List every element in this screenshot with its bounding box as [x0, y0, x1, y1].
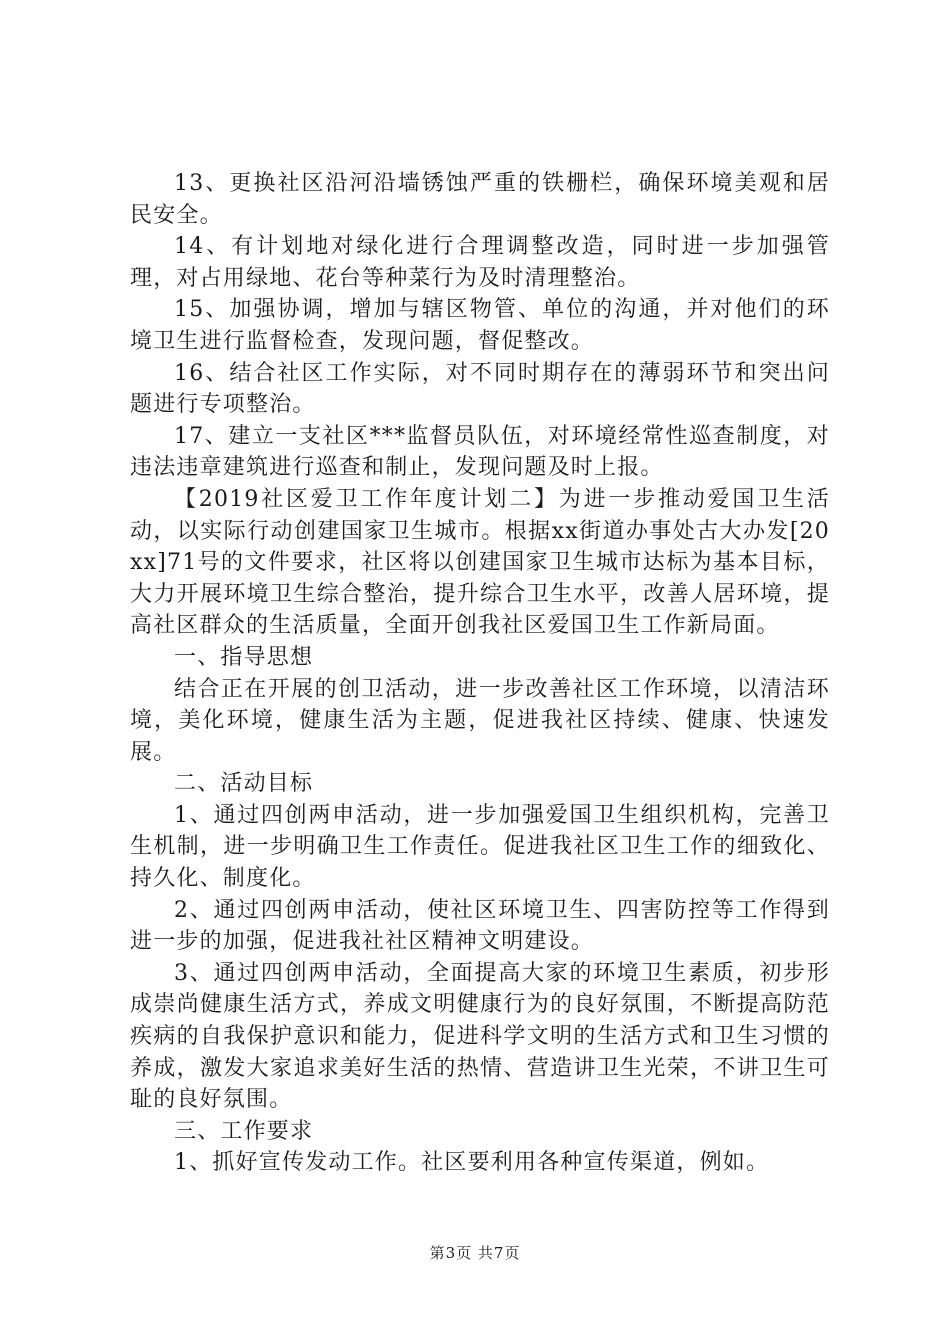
- paragraph-item-14: 14、有计划地对绿化进行合理调整改造，同时进一步加强管理，对占用绿地、花台等种菜行为及时清理整治。: [130, 234, 830, 291]
- section-heading-guiding-thought: 一、指导思想: [174, 644, 314, 670]
- paragraph-goal-2: 2、通过四创两申活动，使社区环境卫生、四害防控等工作得到进一步的加强，促进我社社区精神文明建设。: [130, 897, 830, 955]
- section-heading-work-requirements: 三、工作要求: [174, 1118, 314, 1144]
- document-body: [130, 168, 830, 1179]
- paragraph-item-16: 16、结合社区工作实际，对不同时期存在的薄弱环节和突出问题进行专项整治。: [130, 360, 830, 418]
- paragraph-plan-two-intro: 【2019社区爱卫工作年度计划二】为进一步推动爱国卫生活动，以实际行动创建国家卫生城市。根据xx街道办事处古大办发[20xx]71号的文件要求，社区将以创建国家卫生城市达标为基本目标，大力开展环境卫生综合整治，提升综合卫生水平，改善人居环境，提高社区群众的生活质量，全面开创我社区爱国卫生工作新局面。: [130, 486, 830, 639]
- paragraph-item-15: 15、加强协调，增加与辖区物管、单位的沟通，并对他们的环境卫生进行监督检查，发现问题，督促整改。: [130, 297, 830, 354]
- paragraph-guiding-thought: 结合正在开展的创卫活动，进一步改善社区工作环境，以清洁环境，美化环境，健康生活为主题，促进我社区持续、健康、快速发展。: [130, 676, 830, 765]
- paragraph-goal-1: 1、通过四创两申活动，进一步加强爱国卫生组织机构，完善卫生机制，进一步明确卫生工作责任。促进我社区卫生工作的细致化、持久化、制度化。: [130, 802, 830, 892]
- section-heading-activity-goals: 二、活动目标: [174, 771, 314, 797]
- paragraph-goal-3: 3、通过四创两申活动，全面提高大家的环境卫生素质，初步形成崇尚健康生活方式，养成文明健康行为的良好氛围，不断提高防范疾病的自我保护意识和能力，促进科学文明的生活方式和卫生习惯的养成，激发大家追求美好生活的热情、营造讲卫生光荣，不讲卫生可耻的良好氛围。: [130, 960, 830, 1113]
- paragraph-requirement-1: 1、抓好宣传发动工作。社区要利用各种宣传渠道，例如。: [174, 1150, 770, 1176]
- paragraph-item-13: 13、更换社区沿河沿墙锈蚀严重的铁栅栏，确保环境美观和居民安全。: [130, 171, 830, 228]
- page-footer: 第3页 共7页: [429, 1244, 521, 1262]
- paragraph-item-17: 17、建立一支社区***监督员队伍，对环境经常性巡查制度，对违法违章建筑进行巡查和制止，发现问题及时上报。: [130, 423, 830, 481]
